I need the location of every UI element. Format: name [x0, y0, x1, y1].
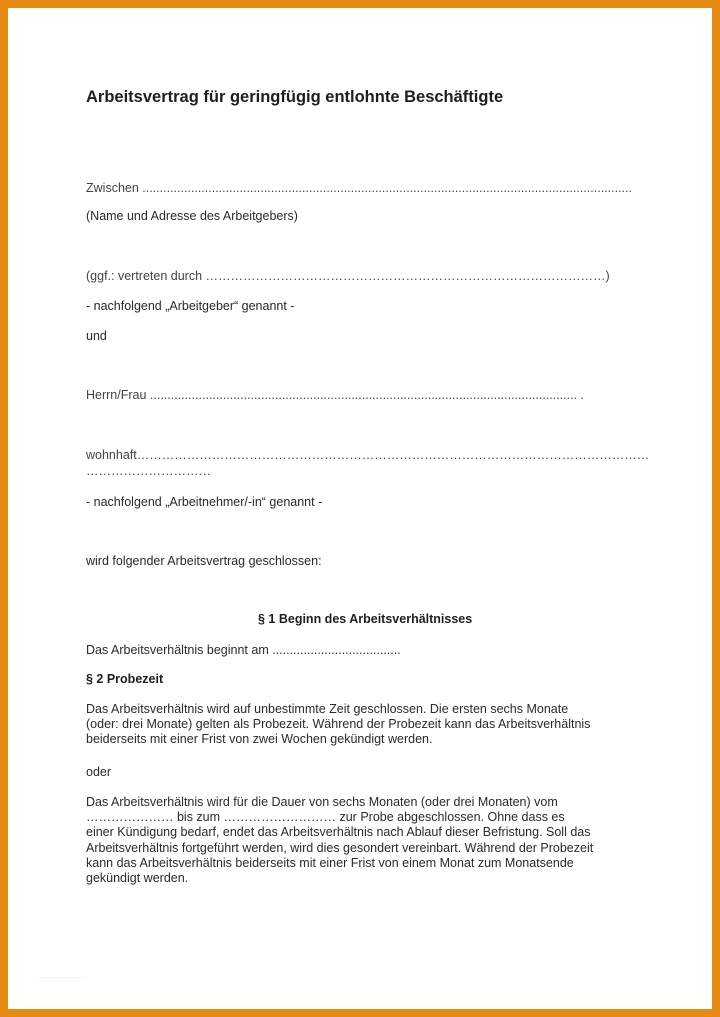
paragraph-line: beiderseits mit einer Frist von zwei Wochen gekündigt werden.	[86, 732, 433, 747]
section-2-heading: § 2 Probezeit	[86, 672, 164, 686]
section-1-text: Das Arbeitsverhältnis beginnt am .....................................	[86, 643, 401, 657]
paragraph-line: ………………… bis zum ……………………… zur Probe abgeschlossen. Ohne dass es	[86, 810, 565, 825]
employer-designation: - nachfolgend „Arbeitgeber“ genannt -	[86, 299, 295, 313]
paragraph-line: einer Kündigung bedarf, endet das Arbeitsverhältnis nach Ablauf dieser Befristung. Soll das	[86, 825, 591, 840]
paragraph-line: kann das Arbeitsverhältnis beiderseits mit einer Frist von einem Monat zum Monatsende	[86, 855, 574, 870]
paragraph-line: Arbeitsverhältnis fortgeführt werden, wird dies gesondert vereinbart. Während der Probezeit	[86, 840, 594, 855]
section-1-heading: § 1 Beginn des Arbeitsverhältnisses	[258, 612, 473, 626]
section-2-paragraph-1	[86, 702, 646, 748]
residence-field-line-2: …………………………	[86, 464, 211, 478]
paragraph-line: (oder: drei Monate) gelten als Probezeit. Während der Probezeit kann das Arbeitsverhältnis	[86, 717, 591, 732]
representative-field-line: (ggf.: vertreten durch ……………………………………………………………………………………)	[86, 269, 610, 283]
paragraph-line: Das Arbeitsverhältnis wird für die Dauer von sechs Monaten (oder drei Monaten) vom	[86, 795, 558, 809]
residence-field-line-1: wohnhaft……………………………………………………………………………………………………………	[86, 448, 650, 462]
document-page	[8, 8, 712, 1009]
employer-field-line: Zwischen .............................................................................................................................................	[86, 181, 632, 195]
or-separator: oder	[86, 765, 112, 779]
section-2-paragraph-2	[86, 795, 646, 886]
employee-field-line: Herrn/Frau ........................................................................................................................... .	[86, 388, 585, 402]
employee-designation: - nachfolgend „Arbeitnehmer/-in“ genannt -	[86, 495, 323, 509]
paragraph-line: gekündigt werden.	[86, 871, 189, 886]
paragraph-line: Das Arbeitsverhältnis wird auf unbestimmte Zeit geschlossen. Die ersten sechs Monate	[86, 702, 569, 716]
and-conjunction: und	[86, 329, 107, 343]
employer-field-hint: (Name und Adresse des Arbeitgebers)	[86, 209, 298, 223]
faint-watermark: ‧ ‧ ‧ ‧ ‧ ‧ ‧ ‧ ‧ ‧ ‧ ‧	[36, 975, 85, 982]
document-title: Arbeitsvertrag für geringfügig entlohnte Beschäftigte	[86, 88, 504, 106]
contract-intro: wird folgender Arbeitsvertrag geschlossen:	[86, 554, 322, 568]
